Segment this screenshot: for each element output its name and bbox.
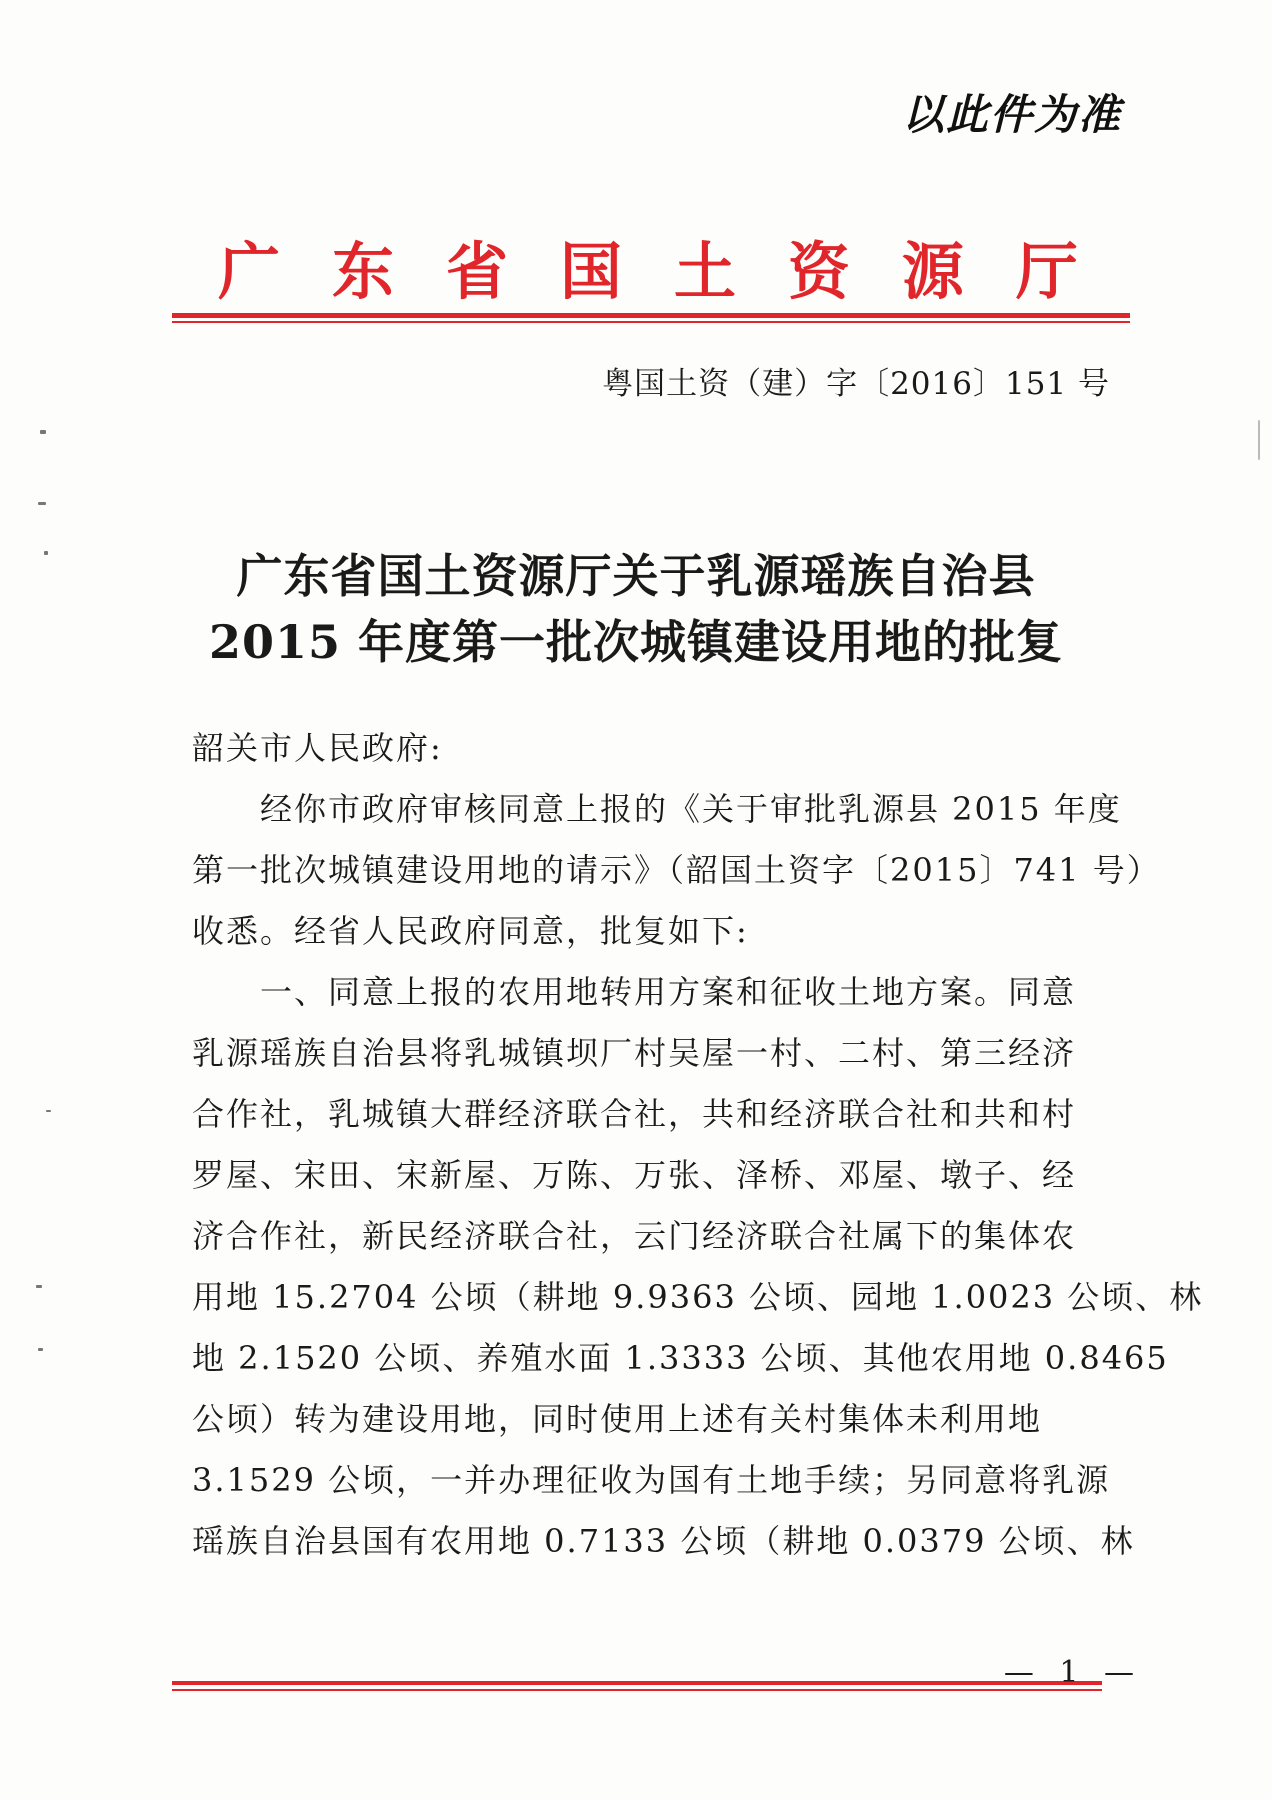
body-line: 第一批次城镇建设用地的请示》（韶国土资字〔2015〕741 号）: [192, 851, 1161, 889]
stamp-note: 以此件为准: [901, 90, 1122, 139]
document-number: 粤国土资（建）字〔2016〕151 号: [602, 366, 1110, 402]
footer-red-rule: [172, 1681, 1102, 1685]
body-line: 用地 15.2704 公顷（耕地 9.9363 公顷、园地 1.0023 公顷、林: [192, 1278, 1204, 1316]
addressee: 韶关市人民政府:: [192, 729, 443, 767]
scan-speck: [40, 430, 46, 434]
agency-char: 厅: [1015, 235, 1078, 308]
body-line: 3.1529 公顷，一并办理征收为国有土地手续；另同意将乳源: [192, 1461, 1111, 1499]
body-line: 一、同意上报的农用地转用方案和征收土地方案。同意: [260, 973, 1077, 1011]
body-line: 济合作社，新民经济联合社，云门经济联合社属下的集体农: [192, 1217, 1077, 1255]
body-line: 合作社，乳城镇大群经济联合社，共和经济联合社和共和村: [192, 1095, 1077, 1133]
body-line: 地 2.1520 公顷、养殖水面 1.3333 公顷、其他农用地 0.8465: [192, 1339, 1169, 1377]
scan-speck: [46, 1110, 51, 1112]
header-red-rule-thin: [172, 321, 1130, 323]
scan-speck: [44, 551, 48, 555]
scan-speck: [38, 502, 46, 505]
scan-speck: [38, 1348, 43, 1351]
scan-speck: [36, 1285, 42, 1288]
scan-edge-mark: [1258, 420, 1260, 460]
body-line: 经你市政府审核同意上报的《关于审批乳源县 2015 年度: [260, 790, 1122, 828]
agency-char: 广: [218, 235, 281, 308]
page-number: — 1 —: [1003, 1655, 1142, 1690]
agency-char: 资: [787, 235, 850, 308]
agency-char: 国: [559, 235, 622, 308]
footer-red-rule-thin: [172, 1689, 1102, 1691]
header-red-rule: [172, 313, 1130, 318]
body-line: 公顷）转为建设用地，同时使用上述有关村集体未利用地: [192, 1400, 1043, 1438]
body-line: 罗屋、宋田、宋新屋、万陈、万张、泽桥、邓屋、墩子、经: [192, 1156, 1077, 1194]
body-line: 瑶族自治县国有农用地 0.7133 公顷（耕地 0.0379 公顷、林: [192, 1522, 1135, 1560]
issuing-agency: [218, 222, 1078, 311]
agency-char: 省: [445, 235, 508, 308]
body-line: 收悉。经省人民政府同意，批复如下:: [192, 912, 749, 950]
agency-char: 东: [331, 235, 394, 308]
body-line: 乳源瑶族自治县将乳城镇坝厂村吴屋一村、二村、第三经济: [192, 1034, 1077, 1072]
agency-char: 土: [673, 235, 736, 308]
document-title-line-2: 2015 年度第一批次城镇建设用地的批复: [208, 615, 1064, 669]
document-title-line-1: 广东省国土资源厅关于乳源瑶族自治县: [236, 549, 1036, 603]
agency-char: 源: [901, 235, 964, 308]
document-body: [192, 718, 1204, 1572]
